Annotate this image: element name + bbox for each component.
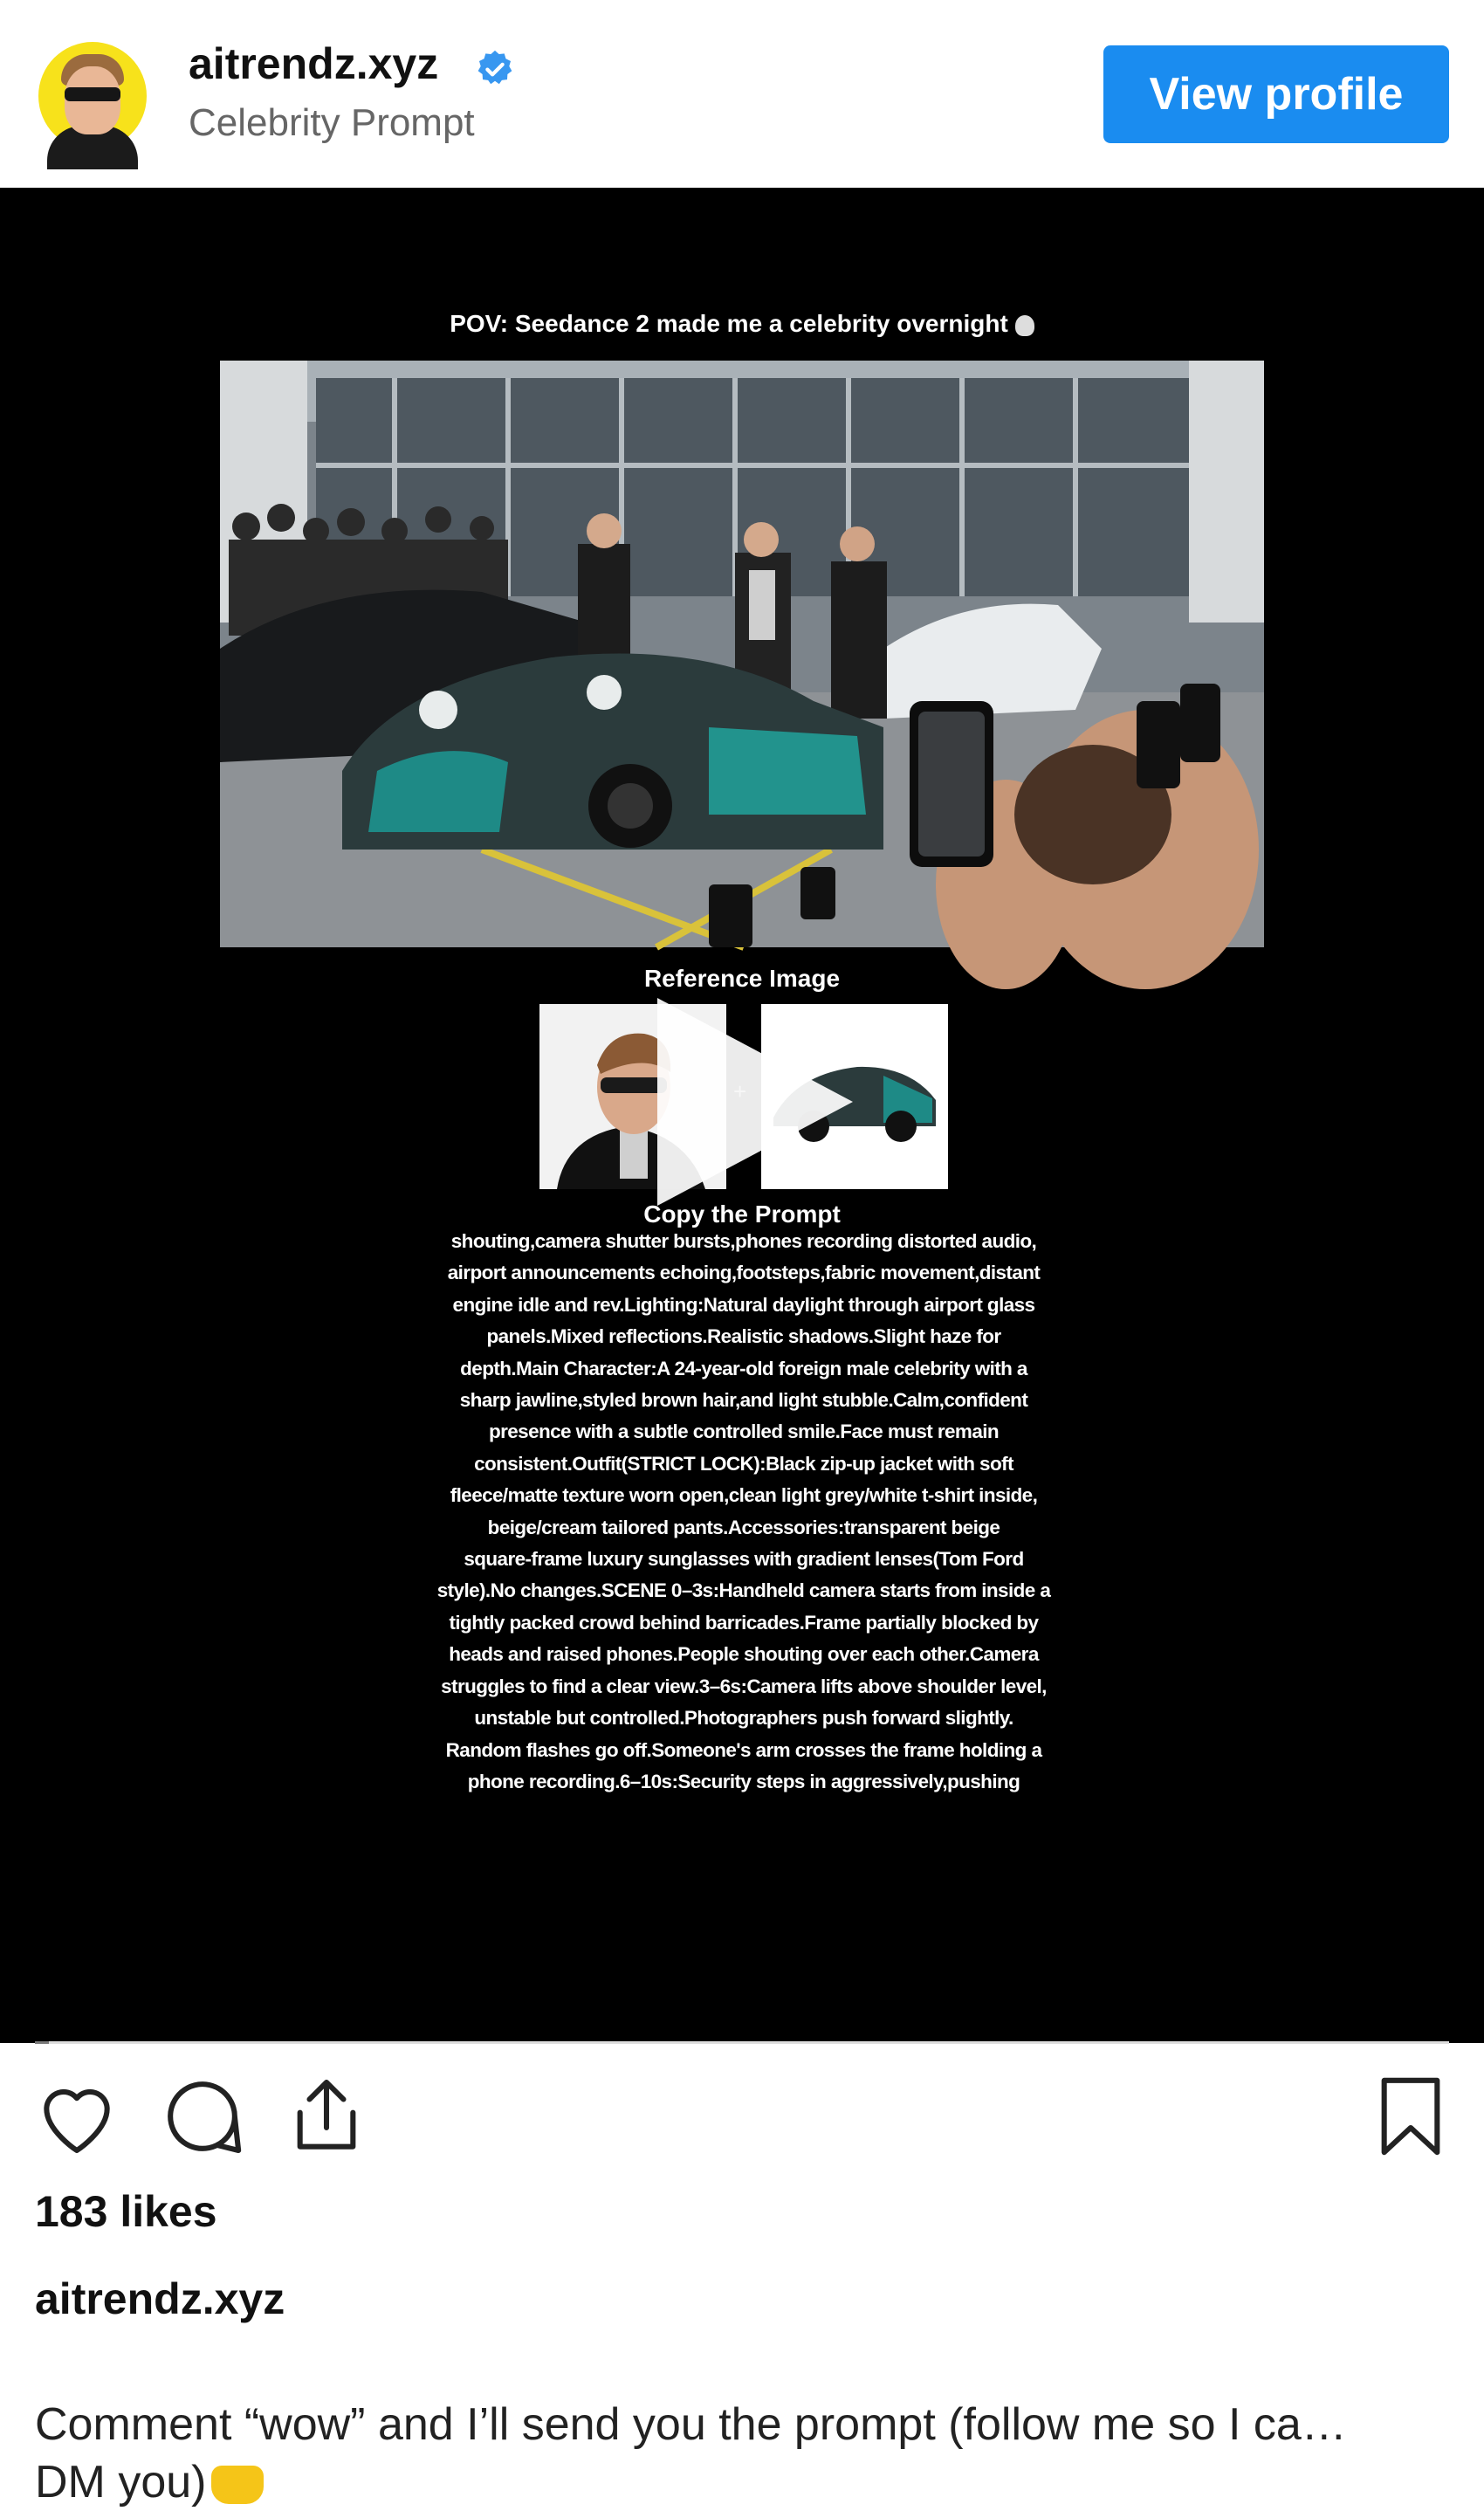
account-subtitle: Celebrity Prompt — [189, 101, 475, 144]
prompt-line: airport announcements echoing,footsteps,fabric movement,distant — [447, 1262, 1041, 1284]
caption-line-2: DM you) — [35, 2453, 1467, 2511]
bookmark-icon[interactable] — [1365, 2071, 1456, 2162]
prompt-line: sharp jawline,styled brown hair,and light stubble.Calm,confident — [459, 1389, 1028, 1412]
prompt-line: beige/cream tailored pants.Accessories:transparent beige — [487, 1516, 1000, 1538]
raising-hands-emoji-icon — [211, 2466, 264, 2504]
share-icon[interactable] — [281, 2071, 372, 2162]
view-profile-button[interactable]: View profile — [1103, 45, 1449, 143]
video-player[interactable] — [0, 188, 1484, 2043]
caption-username[interactable]: aitrendz.xyz — [35, 2274, 285, 2323]
prompt-line: shouting,camera shutter bursts,phones recording distorted audio, — [450, 1230, 1037, 1252]
prompt-line: tightly packed crowd behind barricades.Frame partially blocked by — [449, 1611, 1039, 1634]
caption-line-1: Comment “wow” and I’ll send you the prompt (follow me so I ca… — [35, 2399, 1347, 2450]
prompt-line: unstable but controlled.Photographers push forward slightly. — [474, 1707, 1013, 1730]
prompt-line: fleece/matte texture worn open,clean light grey/white t-shirt inside, — [450, 1484, 1038, 1507]
video-progress-bar[interactable] — [35, 2041, 1449, 2044]
prompt-line: consistent.Outfit(STRICT LOCK):Black zip-up jacket with soft — [474, 1452, 1013, 1475]
overlay-title: POV: Seedance 2 made me a celebrity overnight — [0, 310, 1484, 338]
username[interactable]: aitrendz.xyz — [189, 39, 439, 88]
video-frame-scene — [220, 361, 1264, 947]
prompt-line: presence with a subtle controlled smile.Face must remain — [488, 1421, 1000, 1443]
reference-image-label: Reference Image — [643, 965, 841, 992]
post-header — [0, 0, 1484, 188]
play-icon[interactable] — [650, 993, 860, 1211]
avatar[interactable] — [38, 42, 147, 150]
skull-icon — [1015, 315, 1034, 336]
heart-icon[interactable] — [31, 2071, 122, 2162]
video-progress-fill — [35, 2041, 49, 2044]
prompt-line: depth.Main Character:A 24-year-old foreign male celebrity with a — [460, 1357, 1027, 1379]
comment-icon[interactable] — [157, 2071, 248, 2162]
prompt-line: heads and raised phones.People shouting over each other.Camera — [449, 1643, 1039, 1666]
like-count[interactable]: 183 likes — [35, 2187, 217, 2236]
prompt-line: square-frame luxury sunglasses with gradient lenses(Tom Ford — [464, 1548, 1024, 1571]
verified-badge-icon — [475, 49, 515, 89]
prompt-line: Random flashes go off.Someone's arm crosses the frame holding a — [445, 1738, 1042, 1761]
caption-text — [35, 2396, 1467, 2511]
copy-prompt-label: Copy the Prompt — [643, 1200, 841, 1228]
prompt-text — [395, 1230, 1093, 1814]
prompt-line: panels.Mixed reflections.Realistic shadows.Slight haze for — [486, 1325, 1001, 1348]
prompt-line: phone recording.6–10s:Security steps in aggressively,pushing — [467, 1770, 1020, 1792]
prompt-line: struggles to find a clear view.3–6s:Camera lifts above shoulder level, — [441, 1675, 1047, 1697]
prompt-line: engine idle and rev.Lighting:Natural daylight through airport glass — [452, 1293, 1035, 1316]
prompt-line: style).No changes.SCENE 0–3s:Handheld camera starts from inside a — [436, 1579, 1051, 1602]
